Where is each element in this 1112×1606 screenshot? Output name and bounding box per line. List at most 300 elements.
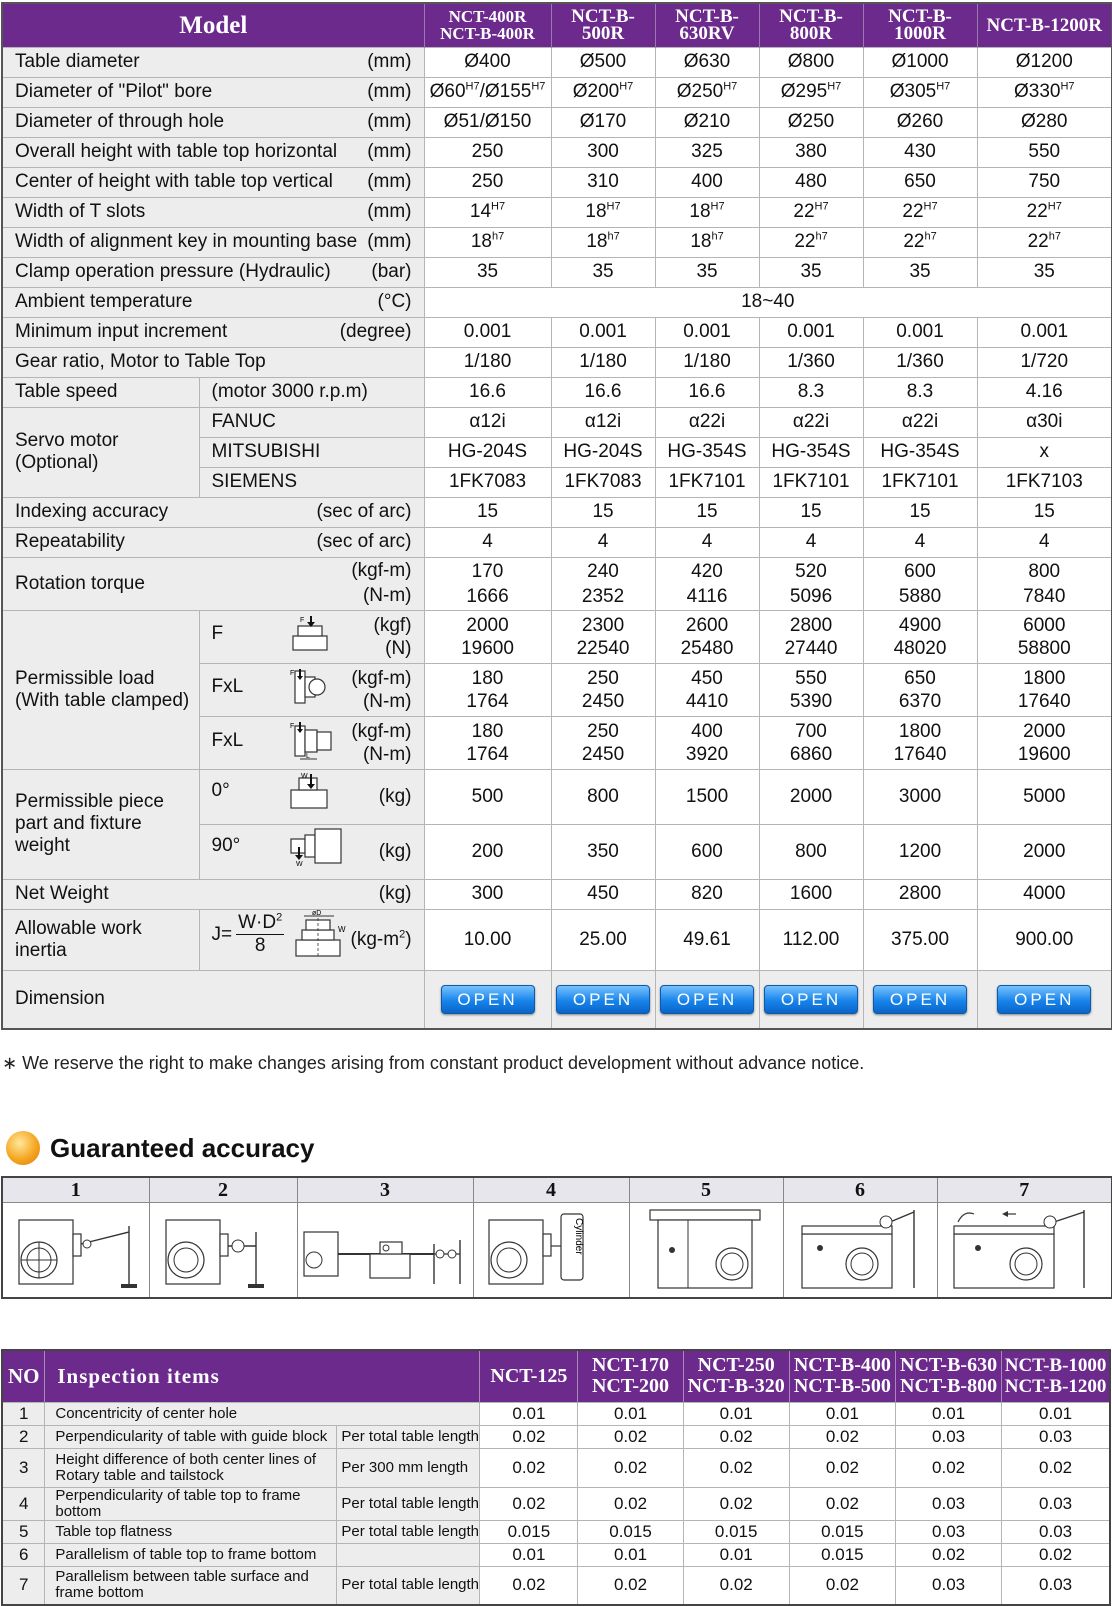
value <box>977 197 1112 227</box>
value: 0.001 <box>551 317 655 347</box>
vertical-weight-diagram-icon <box>287 825 345 867</box>
value-part: 22 <box>1027 231 1049 252</box>
open-dimension-button-1[interactable]: OPEN <box>441 985 535 1014</box>
value: 4900 <box>898 614 942 636</box>
value: 35 <box>863 257 977 287</box>
unit: (mm) <box>367 141 412 162</box>
value: 15 <box>551 497 655 527</box>
servo-brand-siemens: SIEMENS <box>199 467 424 497</box>
row-overall-height <box>2 137 1112 167</box>
open-dimension-button-2[interactable]: OPEN <box>556 985 650 1014</box>
value-part: 22 <box>794 231 816 252</box>
value-pair <box>551 610 655 663</box>
value <box>863 197 977 227</box>
open-dimension-button-4[interactable]: OPEN <box>764 985 858 1014</box>
value: 240 <box>587 560 619 582</box>
value: 0.01 <box>480 1543 578 1566</box>
svg-text:F: F <box>289 722 295 730</box>
model-line: NCT-B-400 <box>793 1354 891 1377</box>
load-name: F <box>211 622 224 644</box>
value: 0.03 <box>895 1520 1001 1543</box>
row-no: 2 <box>2 1425 45 1448</box>
row-ambient-temp <box>2 287 1112 317</box>
unit: (N-m) <box>362 690 412 712</box>
row-condition: Per total table length <box>337 1425 480 1448</box>
value: 2800 <box>789 614 833 636</box>
model-line: NCT-B-320 <box>687 1375 785 1398</box>
label-text: Minimum input increment <box>15 321 228 342</box>
label-text: Clamp operation pressure (Hydraulic) <box>15 261 331 282</box>
value: 0.02 <box>578 1566 683 1605</box>
label-line: Servo motor <box>15 430 119 451</box>
value: 112.00 <box>759 909 863 970</box>
disclaimer-note: ∗ We reserve the right to make changes arising from constant product development without advance notice. <box>2 1053 865 1073</box>
value: 0.001 <box>655 317 759 347</box>
value: 2300 <box>581 614 625 636</box>
value: 16.6 <box>424 377 551 407</box>
value: 15 <box>863 497 977 527</box>
label-indexing <box>2 497 424 527</box>
value-part: /Ø155 <box>479 81 532 102</box>
accuracy-col-6: 6 <box>783 1177 937 1203</box>
value: 0.02 <box>1002 1543 1110 1566</box>
value-pair <box>551 716 655 769</box>
table-row <box>2 1487 1110 1520</box>
value: 0.015 <box>578 1520 683 1543</box>
value: 22540 <box>576 637 630 659</box>
accuracy-heading <box>6 1130 314 1166</box>
dimension-cell <box>551 970 655 1029</box>
row-no: 7 <box>2 1566 45 1605</box>
label-line: Permissible piece <box>15 791 164 812</box>
value: α12i <box>424 407 551 437</box>
label-line: weight <box>15 835 70 856</box>
item-text: Rotary table and tailstock <box>55 1466 224 1484</box>
value: 0.02 <box>480 1448 578 1487</box>
label-line: part and fixture <box>15 813 142 834</box>
row-through-hole <box>2 107 1112 137</box>
unit: (mm) <box>367 231 412 252</box>
accuracy-drawing-cell <box>629 1203 783 1299</box>
value-pair <box>424 663 551 716</box>
value: 0.02 <box>895 1543 1001 1566</box>
value: 380 <box>759 137 863 167</box>
value: 2450 <box>581 743 625 765</box>
value: 4 <box>655 527 759 557</box>
orange-bullet-icon <box>6 1131 40 1165</box>
row-pilot-bore <box>2 77 1112 107</box>
fit-sup: H7 <box>936 80 951 93</box>
load-name: FxL <box>211 729 244 751</box>
value: 820 <box>655 879 759 909</box>
value: 2000 <box>1023 720 1066 742</box>
label-text: Width of T slots <box>15 201 146 222</box>
unit: (°C) <box>377 291 412 312</box>
label-piece-weight <box>2 769 199 879</box>
label-dimension: Dimension <box>2 970 424 1029</box>
value: 0.02 <box>1002 1448 1110 1487</box>
row-table-speed <box>2 377 1112 407</box>
row-condition: Per total table length <box>337 1487 480 1520</box>
label-through-hole <box>2 107 424 137</box>
unit: (mm) <box>367 81 412 102</box>
value: 0.01 <box>480 1402 578 1425</box>
value-part: 22 <box>903 231 925 252</box>
angle-label: 90° <box>211 834 241 856</box>
value: α22i <box>863 407 977 437</box>
accuracy-col-5: 5 <box>629 1177 783 1203</box>
value-pair <box>424 610 551 663</box>
value: 750 <box>977 167 1112 197</box>
value: α30i <box>977 407 1112 437</box>
dimension-cell <box>863 970 977 1029</box>
row-min-increment <box>2 317 1112 347</box>
row-item <box>45 1402 480 1425</box>
value: 550 <box>977 137 1112 167</box>
unit: (kg) <box>378 785 412 807</box>
value: 0.015 <box>480 1520 578 1543</box>
open-dimension-button-6[interactable]: OPEN <box>997 985 1091 1014</box>
accuracy-col-3: 3 <box>297 1177 473 1203</box>
model-line: NCT-170 <box>591 1354 670 1377</box>
value: 35 <box>977 257 1112 287</box>
fit-sup: H7 <box>491 200 506 213</box>
value <box>655 227 759 257</box>
item-text: Parallelism of table top to frame bottom <box>55 1545 317 1563</box>
row-item <box>45 1543 337 1566</box>
value: 6000 <box>1023 614 1066 636</box>
value: 0.01 <box>683 1543 789 1566</box>
open-dimension-button-3[interactable]: OPEN <box>660 985 754 1014</box>
accuracy-drawing-cell <box>149 1203 297 1299</box>
value: 1600 <box>759 879 863 909</box>
unit: (kgf) <box>373 614 412 636</box>
value: 10.00 <box>424 909 551 970</box>
value-pair <box>655 663 759 716</box>
value: 500 <box>424 769 551 824</box>
item-text: Perpendicularity of table top to frame bottom <box>55 1486 301 1520</box>
value: 48020 <box>893 637 947 659</box>
value: α22i <box>655 407 759 437</box>
value: 16.6 <box>551 377 655 407</box>
spec-table <box>1 2 1112 1030</box>
value-part: Ø295 <box>780 81 828 102</box>
value: 4 <box>759 527 863 557</box>
table-row <box>2 1566 1110 1605</box>
value: 15 <box>759 497 863 527</box>
label-text: Repeatability <box>15 531 125 552</box>
value: HG-354S <box>863 437 977 467</box>
unit: (kg) <box>378 883 412 904</box>
unit: (N) <box>385 637 412 659</box>
row-table-diameter <box>2 47 1112 77</box>
value <box>977 227 1112 257</box>
formula-j: J= <box>211 923 233 945</box>
value: 0.03 <box>1002 1520 1110 1543</box>
unit: (kgf-m) <box>351 559 412 581</box>
model-line: NCT-B-630 <box>900 1354 998 1377</box>
value: x <box>977 437 1112 467</box>
row-no: 6 <box>2 1543 45 1566</box>
angle-label: 0° <box>211 779 230 801</box>
label-net-weight <box>2 879 424 909</box>
inspection-model-col-1 <box>480 1350 578 1402</box>
inertia-formula <box>212 912 285 957</box>
value: 250 <box>424 167 551 197</box>
units <box>374 614 424 660</box>
value: Ø1000 <box>863 47 977 77</box>
label-text: Diameter of "Pilot" bore <box>15 81 213 102</box>
row-net-weight <box>2 879 1112 909</box>
horizontal-weight-diagram-icon <box>287 770 331 812</box>
value: α12i <box>551 407 655 437</box>
table-row <box>2 1543 1110 1566</box>
value: 0.03 <box>895 1566 1001 1605</box>
label-text: Width of alignment key in mounting base <box>15 231 358 252</box>
value-part: 14 <box>469 201 492 222</box>
row-condition: Per total table length <box>337 1566 480 1605</box>
value: 550 <box>795 667 827 689</box>
table-row <box>2 1425 1110 1448</box>
unit-close: ) <box>405 928 412 950</box>
dimension-cell <box>977 970 1112 1029</box>
value-pair <box>759 663 863 716</box>
value: 7840 <box>1023 585 1066 607</box>
dimension-cell <box>655 970 759 1029</box>
row-align-key <box>2 227 1112 257</box>
fit-sup: H7 <box>723 80 738 93</box>
value: α22i <box>759 407 863 437</box>
accuracy-col-7: 7 <box>937 1177 1112 1203</box>
value: 0.001 <box>424 317 551 347</box>
label-pilot-bore <box>2 77 424 107</box>
unit: (kg) <box>378 840 412 862</box>
model-col-5: NCT-B-1000R <box>863 3 977 47</box>
value-pair <box>863 610 977 663</box>
value: 0.001 <box>759 317 863 347</box>
value-part: Ø250 <box>676 81 724 102</box>
model-col-4: NCT-B-800R <box>759 3 863 47</box>
value-part: 22 <box>793 201 815 222</box>
accuracy-drawing-cell <box>937 1203 1112 1299</box>
units <box>351 667 423 713</box>
value: 325 <box>655 137 759 167</box>
value: 25480 <box>680 637 734 659</box>
label-table-speed: Table speed <box>2 377 199 407</box>
fit-sup: h7 <box>1048 230 1061 243</box>
value: 4116 <box>686 585 728 607</box>
row-piece-weight-0 <box>2 769 1112 824</box>
value <box>551 197 655 227</box>
fit-sup: H7 <box>606 200 621 213</box>
label-rotation-torque <box>2 557 424 610</box>
label-table-speed-sub: (motor 3000 r.p.m) <box>199 377 424 407</box>
value <box>655 77 759 107</box>
value: HG-204S <box>424 437 551 467</box>
inspection-header-row <box>2 1350 1110 1402</box>
value: 650 <box>904 667 936 689</box>
value <box>863 227 977 257</box>
piece-weight-0-cell <box>199 769 424 824</box>
value-pair <box>655 557 759 610</box>
value <box>863 77 977 107</box>
formula-num: W·D <box>238 912 277 933</box>
svg-text:W: W <box>337 924 346 934</box>
value: 4 <box>424 527 551 557</box>
value: Ø1200 <box>977 47 1112 77</box>
label-text: Rotation torque <box>15 572 145 594</box>
value: 1666 <box>466 585 509 607</box>
unit: (degree) <box>339 321 412 342</box>
value <box>655 197 759 227</box>
fit-sup: H7 <box>814 200 829 213</box>
value-part: 18 <box>585 201 607 222</box>
value: 1800 <box>1023 667 1066 689</box>
value-part: 22 <box>902 201 924 222</box>
svg-text:F: F <box>289 669 295 677</box>
value-pair <box>977 716 1112 769</box>
row-rotation-torque <box>2 557 1112 610</box>
piece-weight-90-cell <box>199 824 424 879</box>
value: 0.01 <box>578 1543 683 1566</box>
item-text: Concentricity of center hole <box>55 1404 238 1422</box>
value <box>551 77 655 107</box>
value: 180 <box>471 667 504 689</box>
perm-load-f-cell <box>199 610 424 663</box>
value: 5390 <box>789 690 833 712</box>
load-name: FxL <box>211 675 244 697</box>
value: 520 <box>795 560 827 582</box>
value: 4 <box>863 527 977 557</box>
value-pair <box>551 663 655 716</box>
label-text: Center of height with table top vertical <box>15 171 333 192</box>
cylinder-perpendicularity-drawing-icon <box>481 1204 621 1292</box>
value: 17640 <box>893 743 947 765</box>
row-item <box>45 1566 337 1605</box>
unit: (kgf-m) <box>351 720 412 742</box>
value: 480 <box>759 167 863 197</box>
value: 3920 <box>685 743 729 765</box>
value <box>759 227 863 257</box>
value: 2600 <box>685 614 729 636</box>
value-pair <box>759 610 863 663</box>
value: 0.015 <box>683 1520 789 1543</box>
row-no: 4 <box>2 1487 45 1520</box>
label-gear-ratio: Gear ratio, Motor to Table Top <box>2 347 424 377</box>
value: 4000 <box>977 879 1112 909</box>
value: 0.02 <box>480 1487 578 1520</box>
value-pair <box>863 663 977 716</box>
svg-text:W: W <box>300 772 308 780</box>
fit-sup: H7 <box>710 200 725 213</box>
value: 0.03 <box>1002 1566 1110 1605</box>
value: 250 <box>424 137 551 167</box>
value: 180 <box>471 720 504 742</box>
value: 1/360 <box>759 347 863 377</box>
open-dimension-button-5[interactable]: OPEN <box>873 985 967 1014</box>
row-item <box>45 1448 337 1487</box>
accuracy-drawing-cell <box>2 1203 149 1299</box>
value: 6370 <box>898 690 942 712</box>
model-col-1 <box>424 3 551 47</box>
unit-base: (kg-m <box>350 928 400 950</box>
row-clamp-pressure <box>2 257 1112 287</box>
value: 170 <box>471 560 504 582</box>
model-col-1-line2: NCT-B-400R <box>440 24 535 44</box>
value-pair <box>655 610 759 663</box>
value-pair <box>759 557 863 610</box>
value: 0.001 <box>977 317 1112 347</box>
value-part: Ø60 <box>429 81 466 102</box>
fit-sup: h7 <box>815 230 828 243</box>
fit-sup: H7 <box>619 80 634 93</box>
label-align-key <box>2 227 424 257</box>
unit: (bar) <box>371 261 412 282</box>
label-work-inertia: Allowable work inertia <box>2 909 199 970</box>
accuracy-figure-table <box>1 1176 1112 1299</box>
unit: (sec of arc) <box>316 501 412 522</box>
unit: (mm) <box>367 201 412 222</box>
value: 650 <box>863 167 977 197</box>
value: 1/720 <box>977 347 1112 377</box>
value: Ø630 <box>655 47 759 77</box>
parallelism-drawing-icon <box>790 1204 930 1292</box>
value: 0.02 <box>789 1566 895 1605</box>
value: 27440 <box>784 637 838 659</box>
value: 1/180 <box>551 347 655 377</box>
fit-sup: h7 <box>607 230 620 243</box>
value: 2000 <box>759 769 863 824</box>
moment-load-diagram-icon <box>287 667 331 707</box>
value: 2000 <box>466 614 509 636</box>
value: 1/180 <box>424 347 551 377</box>
label-text: Table diameter <box>15 51 140 72</box>
row-item <box>45 1520 337 1543</box>
dimension-cell <box>424 970 551 1029</box>
fit-sup: H7 <box>827 80 842 93</box>
value: 4.16 <box>977 377 1112 407</box>
value: 5096 <box>789 585 833 607</box>
value-part: 22 <box>1026 201 1048 222</box>
value: 0.01 <box>578 1402 683 1425</box>
unit: (sec of arc) <box>316 531 412 552</box>
fit-sup: h7 <box>924 230 937 243</box>
label-center-height <box>2 167 424 197</box>
value: 0.02 <box>789 1487 895 1520</box>
value: 450 <box>551 879 655 909</box>
inspection-items-header: Inspection items <box>45 1350 480 1402</box>
value: Ø170 <box>551 107 655 137</box>
formula-fraction <box>236 912 284 957</box>
label-t-slots <box>2 197 424 227</box>
value: 0.01 <box>895 1402 1001 1425</box>
value: 1FK7101 <box>759 467 863 497</box>
value <box>424 197 551 227</box>
value: 58800 <box>1017 637 1071 659</box>
row-repeatability <box>2 527 1112 557</box>
units <box>351 720 423 766</box>
model-line: NCT-125 <box>490 1364 568 1387</box>
value: 15 <box>977 497 1112 527</box>
value: 900.00 <box>977 909 1112 970</box>
value: 1/180 <box>655 347 759 377</box>
value: 600 <box>904 560 936 582</box>
label-text: Diameter of through hole <box>15 111 225 132</box>
value: 1FK7103 <box>977 467 1112 497</box>
inspection-model-col-5 <box>895 1350 1001 1402</box>
accuracy-drawing-row <box>2 1203 1112 1299</box>
value: 0.02 <box>789 1448 895 1487</box>
